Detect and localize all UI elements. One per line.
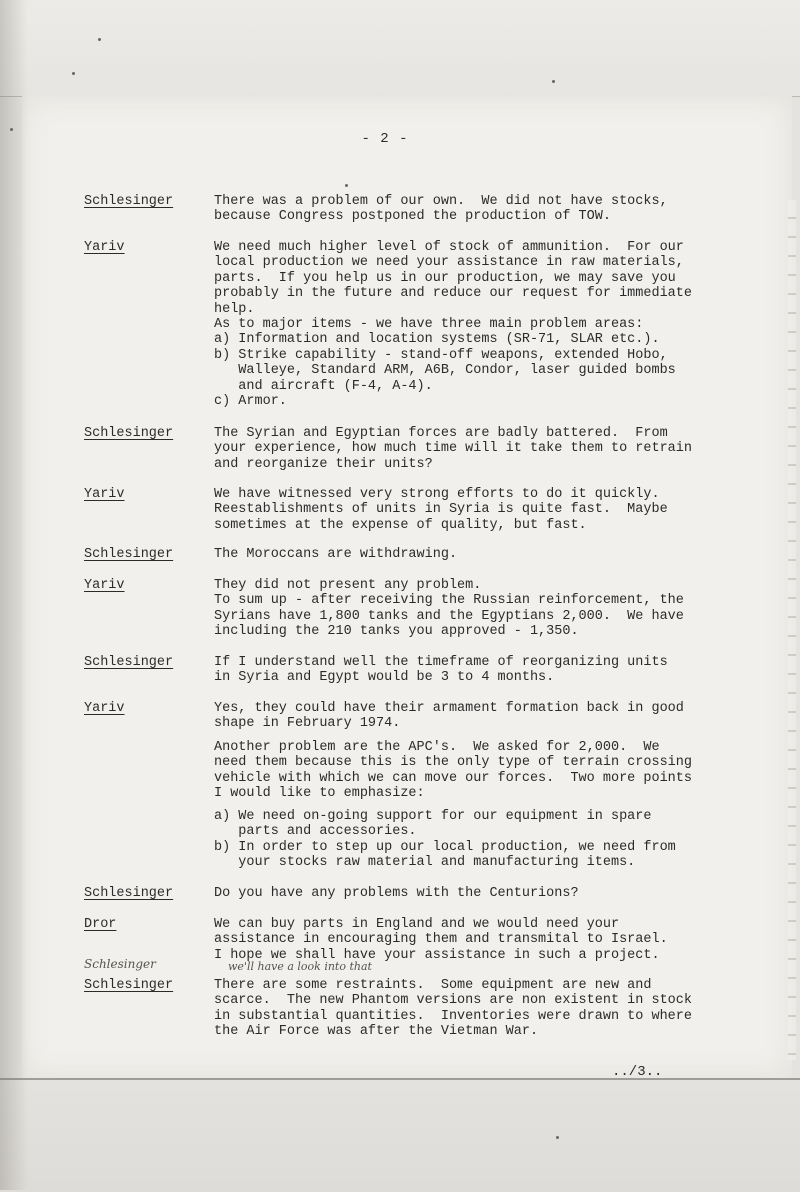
speech-text: We need much higher level of stock of ammunition. For our local production we need your assistance in raw materials, parts. If you help us in our production, we may save you probably in the future and reduce our request for immediate help. As to major items - we have three main problem areas: a) Information and location systems (SR-71, SLAR etc.). b) Strike capability - stand-off weapons, extended Hobo, Walleye, Standard ARM, A6B, Condor, laser guided bombs and aircraft (F-4, A-4). c) Armor. [214, 240, 692, 410]
speaker-name: Yariv [84, 487, 125, 502]
scan-speck [556, 1136, 559, 1139]
speaker-name: Schlesinger [84, 194, 174, 209]
scan-speck [552, 80, 555, 83]
scan-bottom-margin [0, 1078, 800, 1192]
speech-text: There are some restraints. Some equipment are new and scarce. The new Phantom versions are non existent in stock in substantial quantities. Inventories were drawn to where the Air Force was after the Vietman War. [214, 978, 692, 1040]
right-margin-edge [788, 200, 796, 1060]
speech-text: They did not present any problem. To sum up - after receiving the Russian reinforcement, the Syrians have 1,800 tanks and the Egyptians 2,000. We have including the 210 tanks you approved - 1,350. [214, 578, 684, 640]
speech-text: If I understand well the timeframe of reorganizing units in Syria and Egypt would be 3 to 4 months. [214, 655, 668, 686]
continuation-marker: ../3.. [612, 1064, 663, 1080]
speech-text: Yes, they could have their armament formation back in good shape in February 1974. [214, 701, 684, 732]
scan-speck [72, 72, 75, 75]
speaker-name: Dror [84, 917, 117, 932]
scan-speck [345, 184, 348, 187]
speaker-name: Schlesinger [84, 886, 174, 901]
speech-text: Another problem are the APC's. We asked for 2,000. We need them because this is the only type of terrain crossing vehicle with which we can move our forces. Two more points I would like to emphasize: [214, 740, 692, 802]
speaker-name: Yariv [84, 701, 125, 716]
speaker-name: Schlesinger [84, 547, 174, 562]
speaker-name: Yariv [84, 240, 125, 255]
speaker-name: Yariv [84, 578, 125, 593]
page-edge-shadow [0, 0, 28, 1190]
handwritten-speaker-note: Schlesinger [84, 957, 156, 971]
speech-text: a) We need on-going support for our equipment in spare parts and accessories. b) In order to step up our local production, we need from your stocks raw material and manufacturing items. [214, 809, 676, 871]
speech-text: The Moroccans are withdrawing. [214, 547, 458, 562]
speech-text: We can buy parts in England and we would need your assistance in encouraging them and transmital to Israel. I hope we shall have your assistance in such a project. [214, 917, 668, 963]
speaker-name: Schlesinger [84, 655, 174, 670]
speaker-name: Schlesinger [84, 978, 174, 993]
speech-text: We have witnessed very strong efforts to do it quickly. Reestablishments of units in Syria is quite fast. Maybe sometimes at the expense of quality, but fast. [214, 487, 668, 533]
scan-top-margin [0, 0, 800, 97]
speech-text: Do you have any problems with the Centurions? [214, 886, 579, 901]
scan-speck [98, 38, 101, 41]
speech-text: There was a problem of our own. We did not have stocks, because Congress postponed the production of TOW. [214, 194, 668, 225]
speech-text: The Syrian and Egyptian forces are badly battered. From your experience, how much time will it take them to retrain and reorganize their units? [214, 426, 692, 472]
page-number: - 2 - [361, 131, 409, 147]
handwritten-insertion: we'll have a look into that [228, 960, 372, 973]
speaker-name: Schlesinger [84, 426, 174, 441]
